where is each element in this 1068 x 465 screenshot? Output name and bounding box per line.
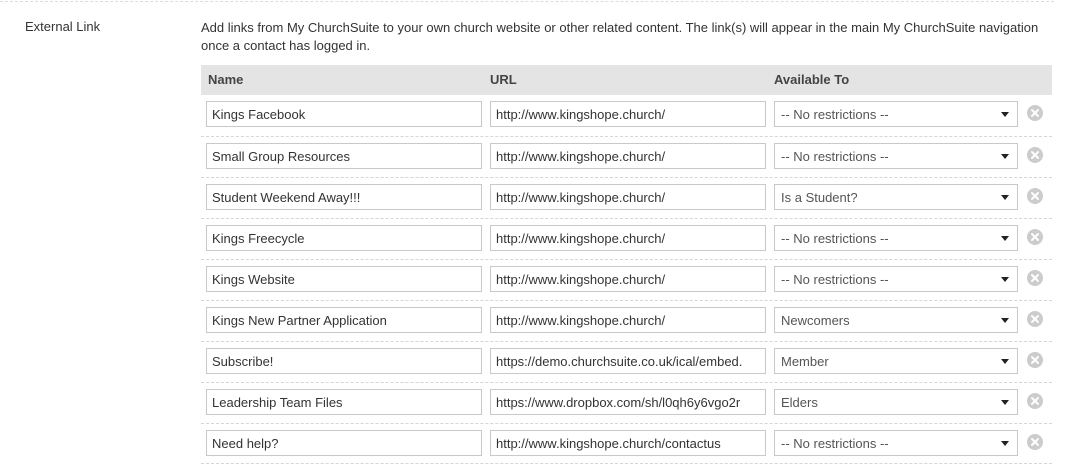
link-name-input[interactable]: [206, 389, 482, 415]
table-body: [201, 95, 1052, 464]
available-to-select[interactable]: [774, 225, 1018, 251]
chevron-down-icon: [1001, 318, 1009, 323]
available-to-value: Elders: [781, 395, 818, 410]
chevron-down-icon: [1001, 195, 1009, 200]
available-to-value: -- No restrictions --: [781, 272, 889, 287]
remove-link-button[interactable]: [1027, 188, 1043, 204]
close-circle-icon: [1027, 393, 1043, 409]
chevron-down-icon: [1001, 277, 1009, 282]
close-circle-icon: [1027, 434, 1043, 450]
table-row: [201, 423, 1052, 464]
available-to-value: Member: [781, 354, 829, 369]
column-header-available-to: Available To: [774, 72, 850, 87]
external-links-table: [201, 65, 1052, 464]
available-to-value: -- No restrictions --: [781, 149, 889, 164]
table-row: [201, 218, 1052, 259]
chevron-down-icon: [1001, 154, 1009, 159]
link-url-input[interactable]: [490, 184, 766, 210]
link-url-input[interactable]: [490, 348, 766, 374]
link-url-input[interactable]: [490, 307, 766, 333]
table-row: [201, 259, 1052, 300]
link-name-input[interactable]: [206, 143, 482, 169]
chevron-down-icon: [1001, 112, 1009, 117]
close-circle-icon: [1027, 229, 1043, 245]
close-circle-icon: [1027, 105, 1043, 121]
table-row: [201, 300, 1052, 341]
link-name-input[interactable]: [206, 225, 482, 251]
chevron-down-icon: [1001, 236, 1009, 241]
table-row: [201, 136, 1052, 177]
link-url-input[interactable]: [490, 266, 766, 292]
remove-link-button[interactable]: [1027, 105, 1043, 121]
table-header: [201, 65, 1052, 95]
link-url-input[interactable]: [490, 143, 766, 169]
remove-link-button[interactable]: [1027, 352, 1043, 368]
chevron-down-icon: [1001, 359, 1009, 364]
link-name-input[interactable]: [206, 101, 482, 127]
available-to-value: -- No restrictions --: [781, 436, 889, 451]
available-to-select[interactable]: [774, 143, 1018, 169]
available-to-select[interactable]: [774, 389, 1018, 415]
available-to-value: Newcomers: [781, 313, 850, 328]
column-header-name: Name: [208, 72, 244, 87]
table-row: [201, 95, 1052, 136]
section-label: External Link: [25, 19, 101, 34]
close-circle-icon: [1027, 270, 1043, 286]
available-to-select[interactable]: [774, 101, 1018, 127]
available-to-value: -- No restrictions --: [781, 107, 889, 122]
close-circle-icon: [1027, 352, 1043, 368]
chevron-down-icon: [1001, 441, 1009, 446]
remove-link-button[interactable]: [1027, 229, 1043, 245]
chevron-down-icon: [1001, 400, 1009, 405]
link-url-input[interactable]: [490, 225, 766, 251]
column-header-url: URL: [490, 72, 517, 87]
link-name-input[interactable]: [206, 307, 482, 333]
remove-link-button[interactable]: [1027, 393, 1043, 409]
link-url-input[interactable]: [490, 389, 766, 415]
available-to-select[interactable]: [774, 184, 1018, 210]
link-name-input[interactable]: [206, 266, 482, 292]
available-to-select[interactable]: [774, 348, 1018, 374]
table-row: [201, 177, 1052, 218]
remove-link-button[interactable]: [1027, 311, 1043, 327]
link-url-input[interactable]: [490, 430, 766, 456]
remove-link-button[interactable]: [1027, 270, 1043, 286]
close-circle-icon: [1027, 188, 1043, 204]
available-to-select[interactable]: [774, 307, 1018, 333]
remove-link-button[interactable]: [1027, 434, 1043, 450]
link-url-input[interactable]: [490, 101, 766, 127]
available-to-select[interactable]: [774, 266, 1018, 292]
section-description: Add links from My ChurchSuite to your own church website or other related content. The link(s) will appear in the main My ChurchSuite navigation once a contact has logged in.: [201, 20, 1039, 53]
bottom-divider: [201, 463, 1052, 464]
available-to-value: -- No restrictions --: [781, 231, 889, 246]
link-name-input[interactable]: [206, 184, 482, 210]
remove-link-button[interactable]: [1027, 147, 1043, 163]
available-to-select[interactable]: [774, 430, 1018, 456]
link-name-input[interactable]: [206, 348, 482, 374]
close-circle-icon: [1027, 147, 1043, 163]
close-circle-icon: [1027, 311, 1043, 327]
table-row: [201, 382, 1052, 423]
table-row: [201, 341, 1052, 382]
link-name-input[interactable]: [206, 430, 482, 456]
top-divider: [0, 1, 1054, 2]
available-to-value: Is a Student?: [781, 190, 858, 205]
